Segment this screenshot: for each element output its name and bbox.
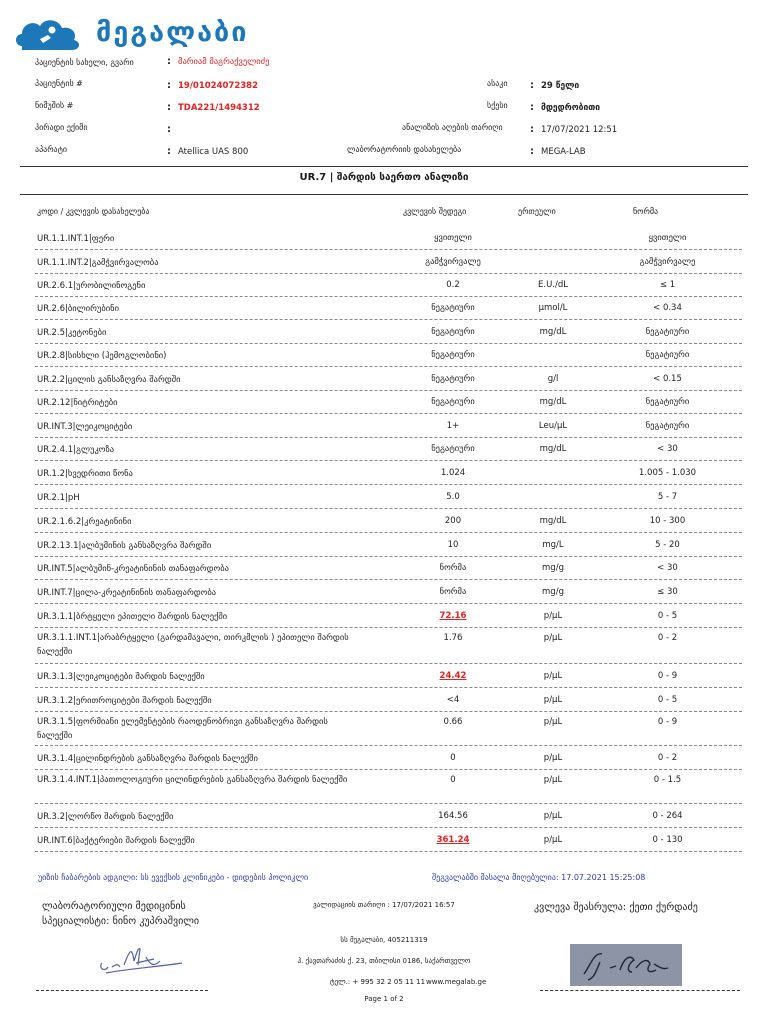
test-norm: < 0.34 [653, 303, 682, 313]
test-name: UR.2.5|კეტონები [37, 328, 107, 338]
test-unit: mg/L [542, 540, 564, 550]
test-name: UR.3.1.2|ერითროციტები შარდის ნალექში [37, 696, 212, 706]
test-name: UR.2.13.1|ალბუმინის განსაზღვრა შარდში [37, 541, 212, 551]
test-norm: < 30 [657, 444, 678, 454]
test-name: UR.1.2|ხვედრითი წონა [37, 469, 133, 479]
device-value: Atellica UAS 800 [178, 147, 249, 157]
received-time: შეგვალაბში მასალა მიღებულია: 17.07.2021 15:25:08 [432, 873, 646, 882]
test-name: UR.INT.5|ალბუმინ-კრეატინინის თანაფარდობა [37, 564, 229, 574]
test-norm: < 30 [657, 563, 678, 573]
test-unit: mg/dL [539, 516, 567, 526]
age-value: 29 წელი [541, 81, 580, 91]
test-result: 0.66 [443, 717, 463, 727]
test-unit: mg/g [542, 587, 564, 597]
test-result: 72.16 [439, 611, 467, 621]
divider [20, 194, 748, 195]
sample-label: ნიმუშის # [35, 101, 74, 110]
table-row [35, 344, 742, 367]
test-name: UR.1.1.INT.2|გამჭვირვალობა [37, 258, 159, 268]
divider [20, 166, 748, 167]
test-result: ნორმა [439, 587, 467, 597]
test-result: <4 [446, 695, 460, 705]
validation-date: ვალიდაციის თარიღი : 17/07/2021 16:57 [313, 901, 455, 909]
test-result: 1+ [446, 421, 460, 431]
test-result: 0.2 [446, 280, 460, 290]
table-row [35, 580, 742, 604]
test-unit: g/l [547, 374, 559, 384]
test-unit: p/µL [543, 753, 563, 763]
test-name: UR.3.1.1.INT.1|არაბრტყელი (გარდამავალი, თირკმლის ) ეპითელი შარდის ნალექში [37, 633, 349, 657]
test-name: UR.3.2|ლორწო შარდის ნალექში [37, 812, 174, 822]
test-norm: 5 - 20 [655, 540, 680, 550]
column-header-name: კოდი / კვლევის დასახელება [37, 207, 150, 216]
brand-name: მეგალაბი [96, 16, 249, 48]
test-unit: p/µL [543, 775, 563, 785]
patient-id-value: 19/01024072382 [178, 81, 258, 91]
test-name: UR.2.2|ცილის განსაზღვრა შარდში [37, 375, 181, 385]
sex-label: სქესი [487, 101, 508, 110]
patient-id-label: პაციენტის # [35, 79, 83, 88]
test-norm: 0 - 264 [652, 811, 683, 821]
column-header-norm: ნორმა [633, 207, 659, 216]
sample-location: უიზის ჩაბარების ადგილი: სს ევექსის კლინიკები - დიდების პოლიკლი [38, 873, 309, 882]
test-unit: p/µL [543, 633, 563, 643]
company-website[interactable]: www.megalab.ge [426, 978, 487, 986]
company-name: სს მეგალაბი, 405211319 [340, 936, 428, 944]
doctor-row [0, 118, 768, 140]
table-row [35, 804, 742, 828]
table-row [35, 320, 742, 344]
patient-id-row [0, 74, 768, 96]
table-row [35, 461, 742, 485]
report-title: UR.7 | შარდის საერთო ანალიზი [299, 172, 469, 183]
device-label: აპარატი [35, 145, 67, 154]
patient-name-row [0, 52, 768, 74]
test-norm: გამჭვირვალე [639, 257, 696, 267]
test-unit: E.U./dL [538, 280, 568, 290]
test-unit: Leu/µL [538, 421, 568, 431]
colon: : [530, 102, 534, 113]
company-address: ჰ. ქავთარაძის ქ. 23, თბილისი 0186, საქართველო [297, 957, 471, 965]
test-norm: 0 - 5 [657, 695, 678, 705]
table-row [35, 604, 742, 628]
test-norm: ნეგატიური [645, 421, 690, 431]
test-name: UR.3.1.5|ფორმიანი ელემენტების რაოდენობრივი განსაზღვრა შარდის ნალექში [37, 717, 328, 741]
test-unit: mg/dL [539, 444, 567, 454]
table-row [35, 391, 742, 414]
test-name: UR.2.6.1|ურობილინოგენი [37, 281, 146, 291]
table-row [35, 770, 742, 804]
table-row [35, 688, 742, 712]
colon: : [167, 124, 171, 135]
table-row [35, 712, 742, 746]
test-norm: 5 - 7 [657, 492, 678, 502]
table-row [35, 746, 742, 770]
signature-line-left [36, 990, 208, 991]
test-norm: 0 - 5 [657, 611, 678, 621]
table-row [35, 414, 742, 438]
age-label: ასაკი [487, 79, 508, 88]
logo [12, 10, 248, 54]
test-norm: 10 - 300 [649, 516, 686, 526]
test-unit: p/µL [543, 717, 563, 727]
test-norm: 0 - 2 [657, 633, 678, 643]
test-unit: mg/dL [539, 327, 567, 337]
sex-value: მდედრობითი [541, 103, 601, 113]
test-norm: ნეგატიური [645, 350, 690, 360]
test-norm: 0 - 1.5 [653, 775, 682, 785]
test-result: 1.76 [443, 633, 463, 643]
test-unit: mg/g [542, 563, 564, 573]
test-result: 0 [450, 775, 456, 785]
sample-date-value: 17/07/2021 12:51 [541, 125, 618, 135]
test-name: UR.3.1.3|ლეიკოციტები შარდის ნალექში [37, 672, 205, 682]
test-norm: ≤ 1 [659, 280, 676, 290]
table-row [35, 274, 742, 297]
test-result: ნეგატიური [431, 350, 475, 360]
table-row [35, 485, 742, 509]
test-result: 1.024 [440, 468, 466, 478]
column-header-unit: ერთეული [518, 207, 556, 216]
test-norm: ნეგატიური [645, 397, 690, 407]
test-result: 164.56 [438, 811, 468, 821]
performer-signature-image [570, 944, 682, 986]
test-name: UR.INT.7|ცილა-კრეატინინის თანაფარდობა [37, 588, 217, 598]
table-row [35, 828, 742, 852]
test-result: ყვითელი [434, 233, 472, 243]
test-result: ნორმა [439, 563, 467, 573]
test-result: 24.42 [439, 671, 467, 681]
column-header-result: კვლევის შედეგი [403, 207, 467, 216]
test-result: ნეგატიური [431, 374, 475, 384]
table-row [35, 557, 742, 580]
test-result: ნეგატიური [431, 303, 475, 313]
test-result: გამჭვირვალე [425, 257, 481, 267]
table-row [35, 628, 742, 664]
test-unit: p/µL [543, 811, 563, 821]
test-norm: ყვითელი [648, 233, 687, 243]
test-norm: 0 - 130 [652, 835, 683, 845]
test-name: UR.2.8|სისხლი (ჰემოგლობინი) [37, 351, 167, 361]
test-result: 10 [447, 540, 459, 550]
lab-doctor-title: ლაბორატორიული მედიცინის [42, 901, 186, 912]
colon: : [530, 146, 534, 157]
test-norm: ≤ 30 [657, 587, 678, 597]
table-row [35, 250, 742, 274]
patient-name-label: პაციენტის სახელი, გვარი [35, 58, 134, 67]
test-name: UR.2.4.1|გლუკოზა [37, 445, 115, 455]
table-row [35, 533, 742, 557]
lab-doctor-name: სპეციალისტი: ნინო კუპრაშვილი [42, 916, 200, 927]
patient-info [0, 52, 768, 164]
page-number: Page 1 of 2 [364, 995, 404, 1003]
test-norm: < 0.15 [653, 374, 682, 384]
colon: : [530, 124, 534, 135]
patient-name-value: მარიამ მაგრაქველიძე [178, 57, 270, 67]
test-name: UR.INT.3|ლეიკოციტები [37, 422, 133, 432]
device-row [0, 140, 768, 162]
test-result: ნეგატიური [431, 327, 475, 337]
sample-value: TDA221/1494312 [178, 103, 260, 113]
test-unit: p/µL [543, 695, 563, 705]
test-result: ნეგატიური [431, 397, 475, 407]
test-name: UR.3.1.1|ბრტყელი ეპითელი შარდის ნალექში [37, 612, 228, 622]
table-row [35, 509, 742, 533]
test-result: ნეგატიური [431, 444, 475, 454]
test-name: UR.2.6|ბილირუბინი [37, 304, 119, 314]
sample-date-label: ანალიზის აღების თარიღი [402, 123, 503, 132]
company-phone: ტელ.: + 995 32 2 05 11 11 [330, 978, 426, 986]
performer: კვლევა შეასრულა: ქეთი ქურდაძე [534, 902, 698, 913]
megalab-logo-icon [12, 12, 86, 52]
test-result: 200 [444, 516, 462, 526]
test-result: 0 [450, 753, 456, 763]
sample-row [0, 96, 768, 118]
table-row [35, 297, 742, 320]
test-name: UR.2.1.6.2|კრეატინინი [37, 517, 132, 527]
test-unit: p/µL [543, 611, 563, 621]
signature-line-right [540, 990, 740, 991]
colon: : [167, 146, 171, 157]
test-unit: p/µL [543, 671, 563, 681]
test-name: UR.INT.6|ბაქტერიები შარდის ნალექში [37, 836, 195, 846]
test-norm: 0 - 2 [657, 753, 678, 763]
test-name: UR.3.1.4|ცილინდრების განსაზღვრა შარდის ნალექში [37, 754, 258, 764]
lab-label: ლაბორატორიის დასახელება [347, 145, 462, 154]
test-unit: mg/dL [539, 397, 567, 407]
test-result: 5.0 [446, 492, 460, 502]
colon: : [167, 80, 171, 91]
test-result: 361.24 [436, 835, 470, 845]
colon: : [167, 102, 171, 113]
test-norm: ნეგატიური [645, 327, 690, 337]
doctor-label: პირადი ექიმი [35, 123, 88, 132]
table-row [35, 226, 742, 250]
test-name: UR.3.1.4.INT.1|პათოლოგიური ცილინდრების განსაზღვრა შარდის ნალექში [37, 775, 348, 785]
test-norm: 0 - 9 [657, 671, 678, 681]
test-norm: 0 - 9 [657, 717, 678, 727]
test-unit: p/µL [543, 835, 563, 845]
test-name: UR.2.1|pH [37, 493, 80, 503]
table-row [35, 367, 742, 391]
colon: : [530, 80, 534, 91]
table-row [35, 438, 742, 461]
colon: : [167, 56, 171, 67]
test-unit: µmol/L [538, 303, 568, 313]
test-name: UR.2.12|ნიტრიტები [37, 398, 118, 408]
table-row [35, 664, 742, 688]
test-name: UR.1.1.INT.1|ფერი [37, 234, 115, 244]
lab-value: MEGA-LAB [541, 147, 586, 157]
test-norm: 1.005 - 1.030 [638, 468, 697, 478]
